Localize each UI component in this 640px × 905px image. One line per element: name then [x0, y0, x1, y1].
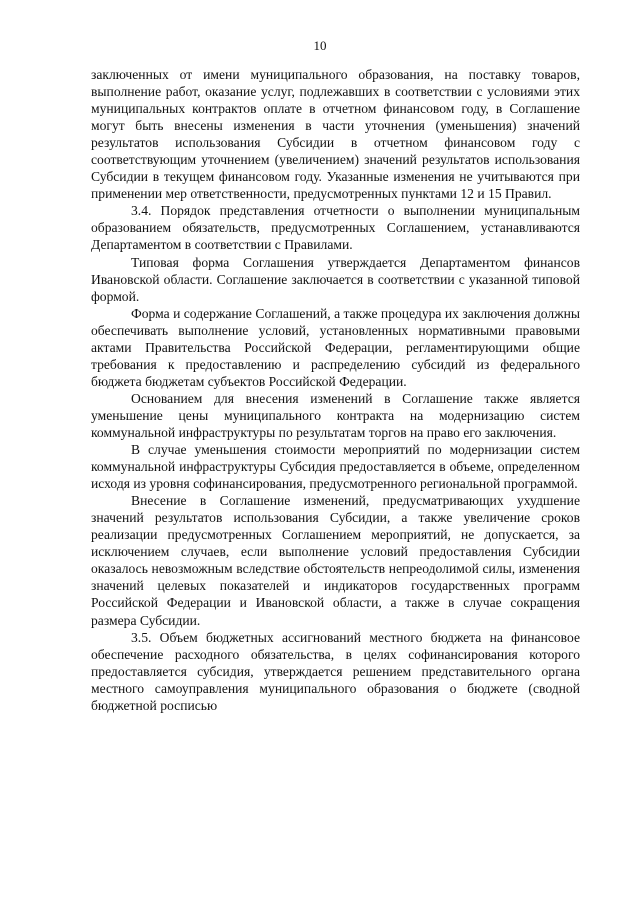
paragraph: Внесение в Соглашение изменений, предусматривающих ухудшение значений результатов использования Субсидии, а также увеличение сроков реализации предусмотренных Соглашением мероприятий, не допускается, за исключением случаев, если выполнение условий предоставления Субсидии оказалось невозможным вследствие обстоятельств непреодолимой силы, изменения значений целевых показателей и индикаторов государственных программ Российской Федерации и Ивановской области, а также в случае сокращения размера Субсидии. — [91, 493, 580, 628]
document-body — [91, 66, 580, 714]
paragraph: 3.5. Объем бюджетных ассигнований местного бюджета на финансовое обеспечение расходного обязательства, в целях софинансирования которого предоставляется субсидия, утверждается решением представительного органа местного самоуправления муниципального образования о бюджете (сводной бюджетной росписью — [91, 629, 580, 713]
paragraph: 3.4. Порядок представления отчетности о выполнении муниципальным образованием обязательств, предусмотренных Соглашением, устанавливаются Департаментом в соответствии с Правилами. — [91, 203, 580, 253]
paragraph: Основанием для внесения изменений в Соглашение также является уменьшение цены муниципального контракта на модернизацию систем коммунальной инфраструктуры по результатам торгов на право его заключения. — [91, 390, 580, 440]
paragraph: заключенных от имени муниципального образования, на поставку товаров, выполнение работ, оказание услуг, подлежавших в соответствии с условиями этих муниципальных контрактов оплате в отчетном финансовом году, в Соглашение могут быть внесены изменения в части уточнения (уменьшения) значений результатов использования Субсидии в отчетном финансовом году с соответствующим уточнением (увеличением) значений результатов использования Субсидии в текущем финансовом году. Указанные изменения не учитываются при применении мер ответственности, предусмотренных пунктами 12 и 15 Правил. — [91, 67, 580, 202]
page-number: 10 — [313, 38, 327, 53]
paragraph: Форма и содержание Соглашений, а также процедура их заключения должны обеспечивать выполнение условий, установленных нормативными правовыми актами Правительства Российской Федерации, регламентирующими общие требования к предоставлению и распределению субсидий из федерального бюджета бюджетам субъектов Российской Федерации. — [91, 305, 580, 389]
paragraph: В случае уменьшения стоимости мероприятий по модернизации систем коммунальной инфраструктуры Субсидия предоставляется в объеме, определенном исходя из уровня софинансирования, предусмотренного региональной программой. — [91, 442, 580, 492]
paragraph: Типовая форма Соглашения утверждается Департаментом финансов Ивановской области. Соглашение заключается в соответствии с указанной типовой формой. — [91, 254, 580, 304]
